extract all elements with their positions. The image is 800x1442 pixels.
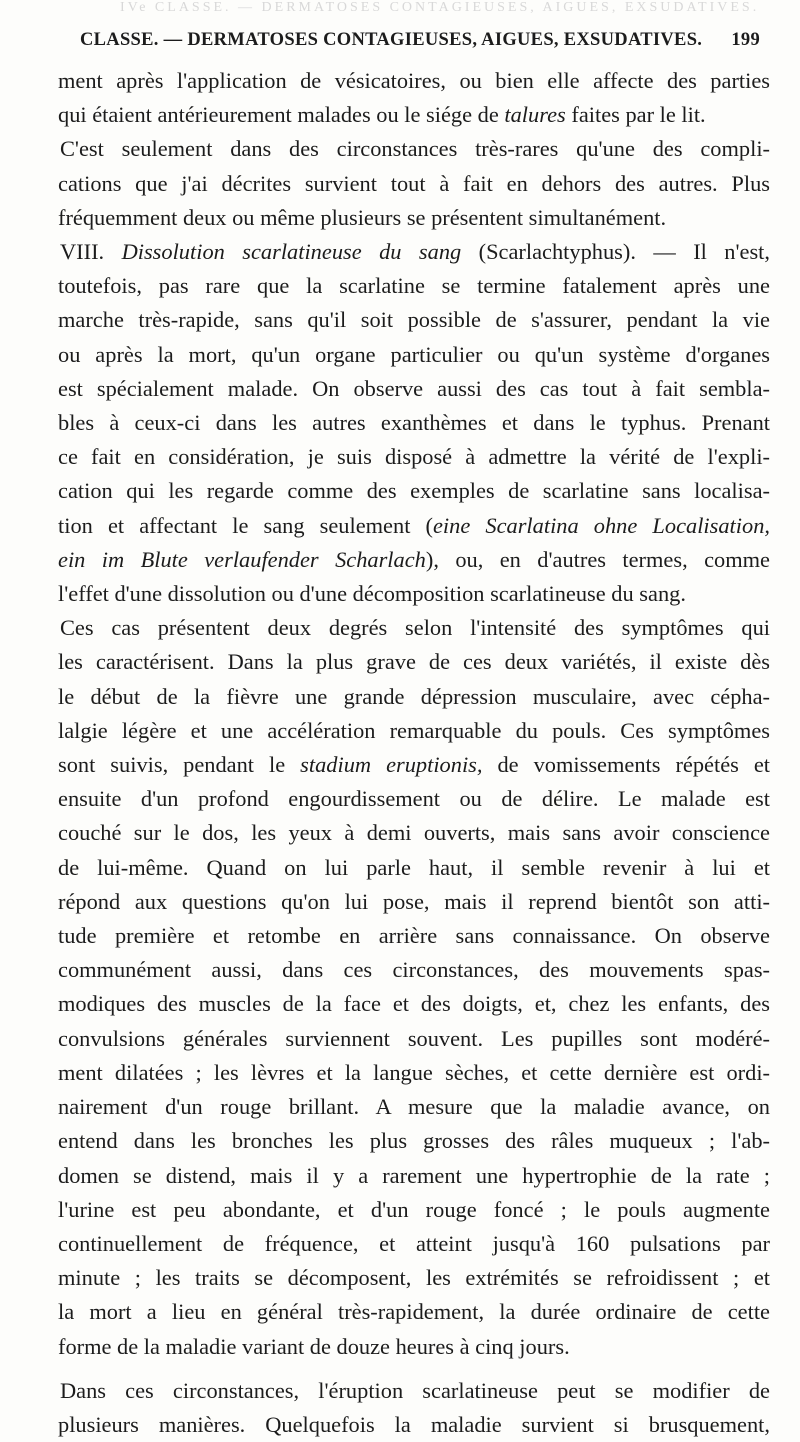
text-line: ment dilatées ; les lèvres et la langue sèches, et cette dernière est ordi- [58, 1059, 770, 1085]
body-text [58, 64, 770, 1442]
text-line: tude première et retombe en arrière sans connaissance. On observe [58, 923, 770, 949]
running-header [80, 30, 760, 51]
text-line: Dans ces circonstances, l'éruption scarlatineuse peut se modifier de [60, 1377, 770, 1403]
text-line: entend dans les bronches les plus grosses des râles muqueux ; l'ab- [58, 1128, 770, 1154]
text-line: minute ; les traits se décomposent, les extrémités se refroidissent ; et [58, 1265, 770, 1291]
italic-term: ein im Blute verlaufender Scharlach [58, 546, 426, 572]
text-line: fréquemment deux ou même plusieurs se présentent simultanément. [58, 204, 667, 230]
text-line: couché sur le dos, les yeux à demi ouverts, mais sans avoir conscience [58, 820, 770, 846]
text-line: ou après la mort, qu'un organe particulier ou qu'un système d'organes [58, 341, 770, 367]
text-line: sont suivis, pendant le stadium eruptionis, de vomissements répétés et [58, 752, 770, 778]
text-line: la mort a lieu en général très-rapidement, la durée ordinaire de cette [58, 1299, 770, 1325]
text-line: l'effet d'une dissolution ou d'une décomposition scarlatineuse du sang. [58, 581, 686, 607]
text-line: Ces cas présentent deux degrés selon l'intensité des symptômes qui [60, 615, 770, 641]
text-line: répond aux questions qu'on lui pose, mais il reprend bientôt son atti- [58, 888, 770, 914]
section-title: Dissolution scarlatineuse du sang [121, 239, 462, 265]
running-title: CLASSE. — DERMATOSES CONTAGIEUSES, AIGUES, EXSUDATIVES. [80, 30, 703, 50]
text-line: convulsions générales surviennent souvent. Les pupilles sont modéré- [58, 1025, 770, 1051]
text-line: de lui-même. Quand on lui parle haut, il semble revenir à lui et [58, 854, 770, 880]
italic-term: stadium eruptionis, [300, 752, 483, 778]
text-line: cations que j'ai décrites survient tout à fait en dehors des autres. Plus [58, 170, 770, 196]
italic-term: talures [504, 102, 566, 128]
text-line: ensuite d'un profond engourdissement ou de délire. Le malade est [58, 786, 770, 812]
text-line: le début de la fièvre une grande dépression musculaire, avec cépha- [58, 683, 770, 709]
text-line: l'urine est peu abondante, et d'un rouge foncé ; le pouls augmente [58, 1196, 770, 1222]
text-line: ment après l'application de vésicatoires, ou bien elle affecte des parties [58, 68, 770, 93]
text-line: C'est seulement dans des circonstances très-rares qu'une des compli- [60, 136, 770, 162]
bleed-through-header: IVe CLASSE. — DERMATOSES CONTAGIEUSES, AIGUES, EXSUDATIVES. [120, 0, 760, 14]
page-number: 199 [731, 30, 760, 50]
text-line: continuellement de fréquence, et atteint jusqu'à 160 pulsations par [58, 1230, 770, 1256]
text-line: bles à ceux-ci dans les autres exanthèmes et dans le typhus. Prenant [58, 410, 770, 436]
text-line: marche très-rapide, sans qu'il soit possible de s'assurer, pendant la vie [58, 307, 770, 333]
text-line: modiques des muscles de la face et des doigts, et, chez les enfants, des [58, 991, 770, 1017]
text-line: est spécialement malade. On observe aussi des cas tout à fait sembla- [58, 375, 770, 401]
text-line: les caractérisent. Dans la plus grave de ces deux variétés, il existe dès [58, 649, 770, 675]
text-line: ein im Blute verlaufender Scharlach), ou, en d'autres termes, comme [58, 546, 770, 572]
text-line: domen se distend, mais il y a rarement une hypertrophie de la rate ; [58, 1162, 770, 1188]
text-line: ce fait en considération, je suis disposé à admettre la vérité de l'expli- [58, 444, 770, 470]
text-line: lalgie légère et une accélération remarquable du pouls. Ces symptômes [58, 717, 770, 743]
text-line: communément aussi, dans ces circonstances, des mouvements spas- [58, 957, 770, 983]
text-line: toutefois, pas rare que la scarlatine se termine fatalement après une [58, 273, 770, 299]
italic-term: eine Scarlatina ohne Localisation, [432, 512, 770, 538]
text-line: tion et affectant le sang seulement (eine Scarlatina ohne Localisation, [58, 512, 770, 538]
text-line: cation qui les regarde comme des exemples de scarlatine sans localisa- [58, 478, 770, 504]
text-line: qui étaient antérieurement malades ou le siége de talures faites par le lit. [58, 102, 706, 128]
text-line: nairement d'un rouge brillant. A mesure que la maladie avance, on [58, 1094, 770, 1120]
text-line: forme de la maladie variant de douze heures à cinq jours. [58, 1333, 570, 1359]
section-heading-line: VIII. Dissolution scarlatineuse du sang (Scarlachtyphus). — Il n'est, [60, 239, 770, 265]
text-line: plusieurs manières. Quelquefois la maladie survient si brusquement, [58, 1411, 770, 1437]
